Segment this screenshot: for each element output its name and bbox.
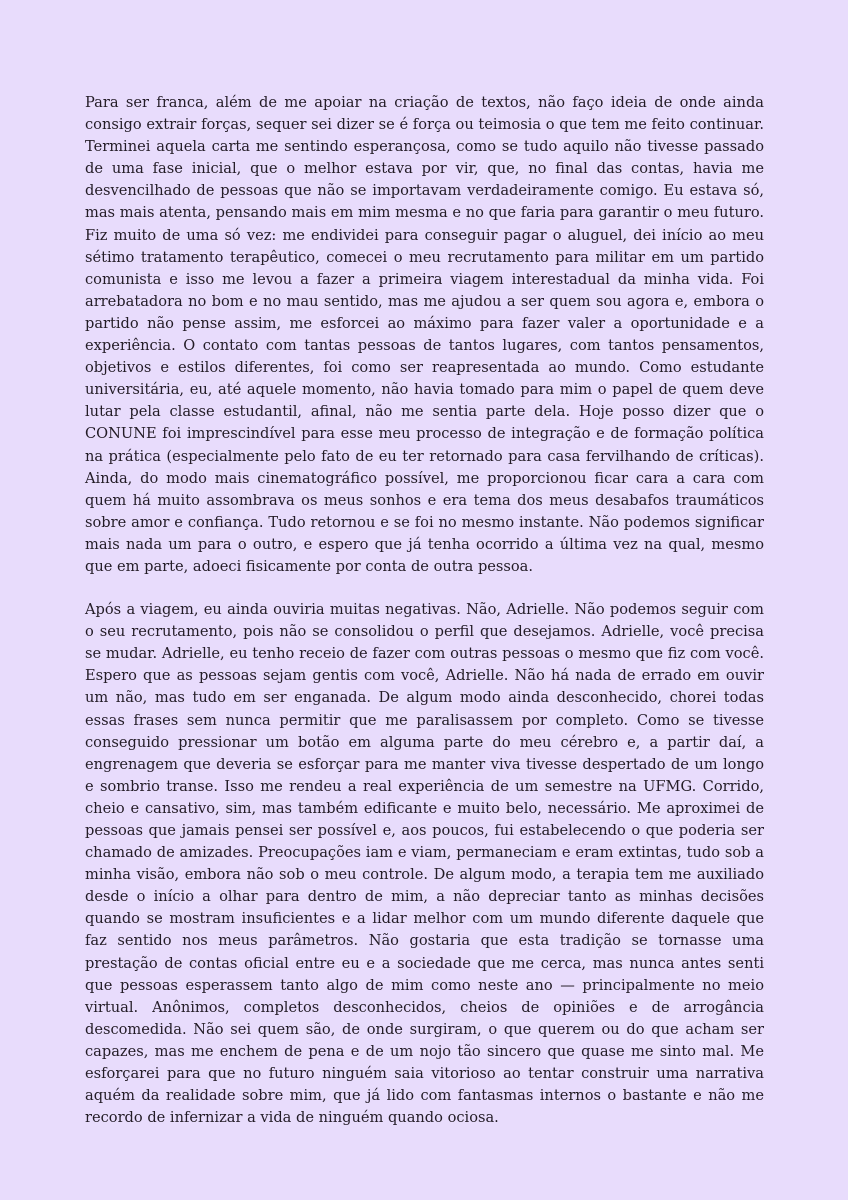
paragraph-2: Após a viagem, eu ainda ouviria muitas negativas. Não, Adrielle. Não podemos seguir com o seu recrutamento, pois não se consolidou o perfil que desejamos. Adrielle, você precisa se mudar. Adrielle, eu tenho receio de fazer com outras pessoas o mesmo que fiz com você. Espero que as pessoas sejam gentis com você, Adrielle. Não há nada de errado em ouvir um não, mas tudo em ser enganada. De algum modo ainda desconhecido, chorei todas essas frases sem nunca permitir que me paralisassem por completo. Como se tivesse conseguido pressionar um botão em alguma parte do meu cérebro e, a partir daí, a engrenagem que deveria se esforçar para me manter viva tivesse despertado de um longo e sombrio transe. Isso me rendeu a real experiência de um semestre na UFMG. Corrido, cheio e cansativo, sim, mas também edificante e muito belo, necessário. Me aproximei de pessoas que jamais pensei ser possível e, aos poucos, fui estabelecendo o que poderia ser chamado de amizades. Preocupações iam e viam, permaneciam e eram extintas, tudo sob a minha visão, embora não sob o meu controle. De algum modo, a terapia tem me auxiliado desde o início a olhar para dentro de mim, a não depreciar tanto as minhas decisões quando se mostram insuficientes e a lidar melhor com um mundo diferente daquele que faz sentido nos meus parâmetros. Não gostaria que esta tradição se tornasse uma prestação de contas oficial entre eu e a sociedade que me cerca, mas nunca antes senti que pessoas esperassem tanto algo de mim como neste ano — principalmente no meio virtual. Anônimos, completos desconhecidos, cheios de opiniões e de arrogância descomedida. Não sei quem são, de onde surgiram, o que querem ou do que acham ser capazes, mas me enchem de pena e de um nojo tão sincero que quase me sinto mal. Me esforçarei para que no futuro ninguém saia vitorioso ao tentar construir uma narrativa aquém da realidade sobre mim, que já lido com fantasmas internos o bastante e não me recordo de infernizar a vida de ninguém quando ociosa. (85, 601, 764, 1127)
paragraph-1: Para ser franca, além de me apoiar na criação de textos, não faço ideia de onde ainda consigo extrair forças, sequer sei dizer se é força ou teimosia o que tem me feito continuar. Terminei aquela carta me sentindo esperançosa, como se tudo aquilo não tivesse passado de uma fase inicial, que o melhor estava por vir, que, no final das contas, havia me desvencilhado de pessoas que não se importavam verdadeiramente comigo. Eu estava só, mas mais atenta, pensando mais em mim mesma e no que faria para garantir o meu futuro. Fiz muito de uma só vez: me endividei para conseguir pagar o aluguel, dei início ao meu sétimo tratamento terapêutico, comecei o meu recrutamento para militar em um partido comunista e isso me levou a fazer a primeira viagem interestadual da minha vida. Foi arrebatadora no bom e no mau sentido, mas me ajudou a ser quem sou agora e, embora o partido não pense assim, me esforcei ao máximo para fazer valer a oportunidade e a experiência. O contato com tantas pessoas de tantos lugares, com tantos pensamentos, objetivos e estilos diferentes, foi como ser reapresentada ao mundo. Como estudante universitária, eu, até aquele momento, não havia tomado para mim o papel de quem deve lutar pela classe estudantil, afinal, não me sentia parte dela. Hoje posso dizer que o CONUNE foi imprescindível para esse meu processo de integração e de formação política na prática (especialmente pelo fato de eu ter retornado para casa fervilhando de críticas). Ainda, do modo mais cinematográfico possível, me proporcionou ficar cara a cara com quem há muito assombrava os meus sonhos e era tema dos meus desabafos traumáticos sobre amor e confiança. Tudo retornou e se foi no mesmo instante. Não podemos significar mais nada um para o outro, e espero que já tenha ocorrido a última vez na qual, mesmo que em parte, adoeci fisicamente por conta de outra pessoa. (85, 94, 764, 575)
document-body (85, 92, 764, 1129)
